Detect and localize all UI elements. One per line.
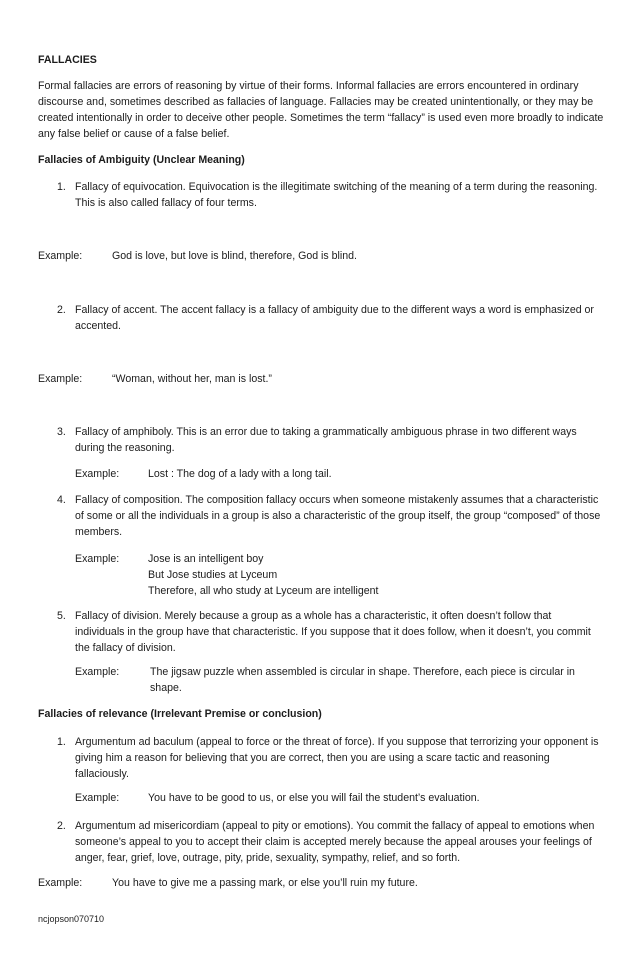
example-line: But Jose studies at Lyceum bbox=[148, 569, 278, 581]
list-item-text: Argumentum ad misericordiam (appeal to pity or emotions). You commit the fallacy of appeal to emotions when someone’s appeal to you to accept their claim is accepted merely because the appeal arouses your feelings of anger, fear, grief, love, outrage, pity, pride, sexuality, sympathy, relief, and so forth. bbox=[75, 820, 595, 864]
example-text: God is love, but love is blind, therefore, God is blind. bbox=[112, 250, 357, 262]
example-label: Example: bbox=[75, 666, 120, 678]
list-number: 3. bbox=[57, 426, 66, 438]
example-line: Therefore, all who study at Lyceum are intelligent bbox=[148, 585, 379, 597]
list-item-text: Fallacy of amphiboly. This is an error due to taking a grammatically ambiguous phrase in two different ways during the reasoning. bbox=[75, 426, 577, 454]
example-label: Example: bbox=[75, 792, 120, 804]
example-line: shape. bbox=[150, 682, 182, 694]
example-line: Jose is an intelligent boy bbox=[148, 553, 264, 565]
list-item-text: Fallacy of accent. The accent fallacy is a fallacy of ambiguity due to the different ways a word is emphasized or accented. bbox=[75, 304, 594, 332]
list-item-text: Fallacy of composition. The composition fallacy occurs when someone mistakenly assumes that a characteristic of some or all the individuals in a group is also a characteristic of the group itself, the group “composed” of those members. bbox=[75, 494, 601, 538]
list-number: 5. bbox=[57, 610, 66, 622]
section-heading-relevance: Fallacies of relevance (Irrelevant Premise or conclusion) bbox=[38, 708, 322, 720]
list-number: 4. bbox=[57, 494, 66, 506]
example-label: Example: bbox=[75, 553, 120, 565]
list-item-text: Argumentum ad baculum (appeal to force or the threat of force). If you suppose that terrorizing your opponent is giving him a reason for believing that you are correct, then you are using a scare tactic and reasoning fallaciously. bbox=[75, 736, 599, 780]
intro-paragraph: Formal fallacies are errors of reasoning by virtue of their forms. Informal fallacies are errors encountered in ordinary discourse and, sometimes described as fallacies of language. Fallacies may be created unintentionally, or they may be created intentionally in order to deceive other people. Sometimes the term “fallacy” is used even more broadly to indicate any false belief or cause of a false belief. bbox=[38, 80, 604, 140]
document-title: FALLACIES bbox=[38, 54, 97, 66]
list-item-text: Fallacy of division. Merely because a group as a whole has a characteristic, it often doesn’t follow that individuals in the group have that characteristic. If you suppose that it does follow, when it doesn’t, you commit the fallacy of division. bbox=[75, 610, 591, 654]
example-label: Example: bbox=[38, 877, 83, 889]
list-number: 2. bbox=[57, 820, 66, 832]
example-label: Example: bbox=[75, 468, 120, 480]
example-label: Example: bbox=[38, 250, 83, 262]
section-heading-ambiguity: Fallacies of Ambiguity (Unclear Meaning) bbox=[38, 154, 245, 166]
footer-text: ncjopson070710 bbox=[38, 914, 105, 924]
example-text: You have to be good to us, or else you will fail the student’s evaluation. bbox=[148, 792, 480, 804]
example-text: Lost : The dog of a lady with a long tail. bbox=[148, 468, 332, 480]
list-item-text: Fallacy of equivocation. Equivocation is the illegitimate switching of the meaning of a term during the reasoning. This is also called fallacy of four terms. bbox=[75, 181, 598, 209]
example-label: Example: bbox=[38, 373, 83, 385]
example-text: You have to give me a passing mark, or else you’ll ruin my future. bbox=[112, 877, 418, 889]
example-text: “Woman, without her, man is lost.” bbox=[112, 373, 272, 385]
list-number: 2. bbox=[57, 304, 66, 316]
example-line: The jigsaw puzzle when assembled is circular in shape. Therefore, each piece is circular in bbox=[150, 666, 575, 678]
list-number: 1. bbox=[57, 181, 66, 193]
list-number: 1. bbox=[57, 736, 66, 748]
